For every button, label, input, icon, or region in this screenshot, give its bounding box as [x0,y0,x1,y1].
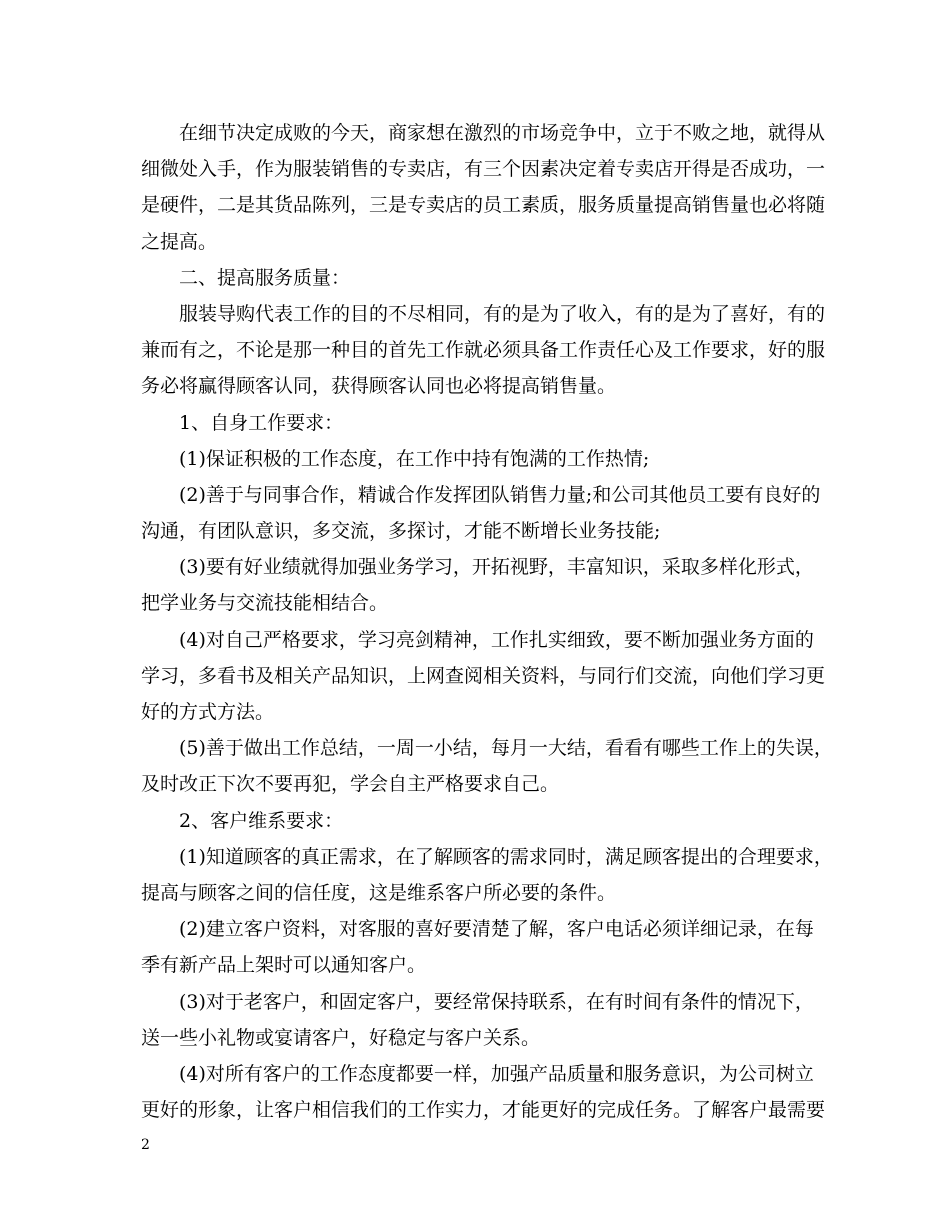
text-line: 细微处入手，作为服装销售的专卖店，有三个因素决定着专卖店开得是否成功，一 [141,158,826,181]
section-heading: 二、提高服务质量： [179,266,351,289]
text-line: 把学业务与交流技能相结合。 [141,592,389,615]
text-line: 送一些小礼物或宴请客户，好稳定与客户关系。 [141,1026,541,1049]
text-line: 沟通，有团队意识，多交流，多探讨，才能不断增长业务技能; [141,520,661,543]
text-line: 兼而有之，不论是那一种目的首先工作就必须具备工作责任心及工作要求，好的服 [141,339,826,362]
text-line: 之提高。 [141,230,218,253]
text-line: 是硬件，二是其货品陈列，三是专卖店的员工素质，服务质量提高销售量也必将随 [141,194,826,217]
text-line: (3)要有好业绩就得加强业务学习，开拓视野，丰富知识，采取多样化形式， [179,556,814,579]
text-line: 在细节决定成败的今天，商家想在激烈的市场竞争中，立于不败之地，就得从 [179,122,826,144]
text-line: (2)建立客户资料，对客服的喜好要清楚了解，客户电话必须详细记录，在每 [179,918,814,941]
text-line: 提高与顾客之间的信任度，这是维系客户所必要的条件。 [141,881,617,904]
text-line: 更好的形象，让客户相信我们的工作实力，才能更好的完成任务。了解客户最需要 [141,1099,826,1122]
text-line: (5)善于做出工作总结，一周一小结，每月一大结，看看有哪些工作上的失误， [179,737,833,760]
page-number: 2 [141,1137,150,1153]
text-line: 及时改正下次不要再犯，学会自主严格要求自己。 [141,773,560,796]
subsection-heading: 1、自身工作要求： [179,411,344,434]
text-line: (4)对自己严格要求，学习亮剑精神，工作扎实细致，要不断加强业务方面的 [179,628,814,651]
text-line: (1)知道顾客的真正需求，在了解顾客的需求同时，满足顾客提出的合理要求， [179,845,833,868]
text-line: (2)善于与同事合作，精诚合作发挥团队销售力量;和公司其他员工要有良好的 [179,483,821,506]
text-line: 务必将赢得顾客认同，获得顾客认同也必将提高销售量。 [141,375,617,398]
body-text [141,115,833,1128]
text-line: (4)对所有客户的工作态度都要一样，加强产品质量和服务意识，为公司树立 [179,1062,814,1085]
text-line: 学习，多看书及相关产品知识，上网查阅相关资料，与同行们交流，向他们学习更 [141,664,826,687]
text-line: (3)对于老客户，和固定客户，要经常保持联系，在有时间有条件的情况下， [179,990,814,1013]
text-line: 季有新产品上架时可以通知客户。 [141,954,427,977]
text-line: 好的方式方法。 [141,701,275,723]
text-line: (1)保证积极的工作态度，在工作中持有饱满的工作热情; [179,447,650,470]
text-line: 服装导购代表工作的目的不尽相同，有的是为了收入，有的是为了喜好，有的 [179,302,826,325]
subsection-heading: 2、客户维系要求： [179,809,344,832]
